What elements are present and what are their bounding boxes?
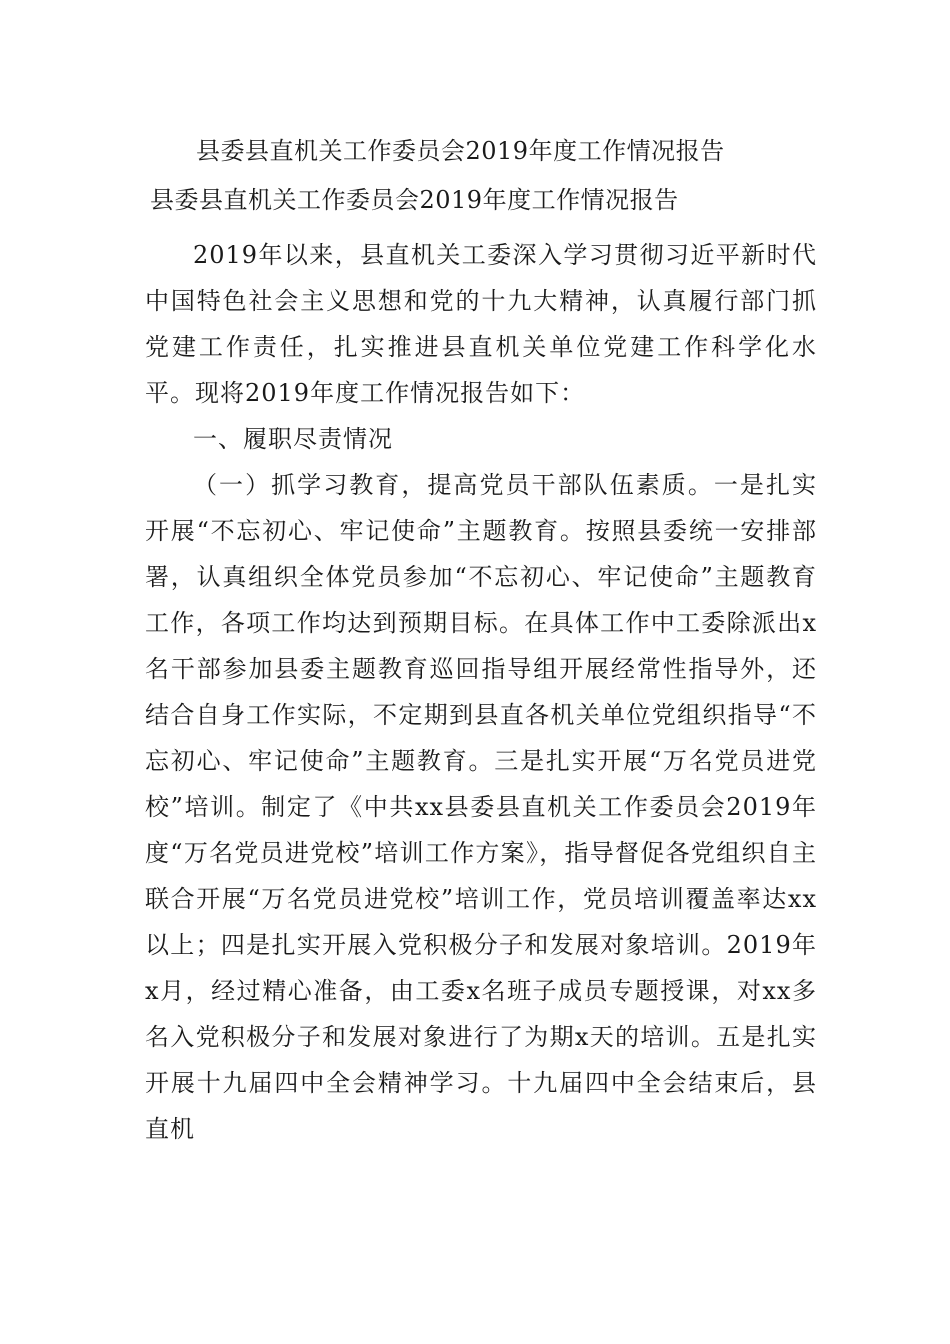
intro-paragraph: 2019年以来，县直机关工委深入学习贯彻习近平新时代中国特色社会主义思想和党的十九大精神，认真履行部门抓党建工作责任，扎实推进县直机关单位党建工作科学化水平。现将2019年度工作情况报告如下：: [145, 241, 817, 407]
section-heading: 一、履职尽责情况: [193, 425, 393, 453]
body-paragraph: （一）抓学习教育，提高党员干部队伍素质。一是扎实开展“不忘初心、牢记使命”主题教育。按照县委统一安排部署，认真组织全体党员参加“不忘初心、牢记使命”主题教育工作，各项工作均达到预期目标。在具体工作中工委除派出x名干部参加县委主题教育巡回指导组开展经常性指导外，还结合自身工作实际，不定期到县直各机关单位党组织指导“不忘初心、牢记使命”主题教育。三是扎实开展“万名党员进党校”培训。制定了《中共xx县委县直机关工作委员会2019年度“万名党员进党校”培训工作方案》，指导督促各党组织自主联合开展“万名党员进党校”培训工作，党员培训覆盖率达xx以上；四是扎实开展入党积极分子和发展对象培训。2019年x月，经过精心准备，由工委x名班子成员专题授课，对xx多名入党积极分子和发展对象进行了为期x天的培训。五是扎实开展十九届四中全会精神学习。十九届四中全会结束后，县直机: [145, 471, 817, 1143]
document-body: [145, 232, 817, 1152]
document-subtitle: 县委县直机关工作委员会2019年度工作情况报告: [150, 186, 679, 214]
document-title: 县委县直机关工作委员会2019年度工作情况报告: [196, 137, 725, 165]
